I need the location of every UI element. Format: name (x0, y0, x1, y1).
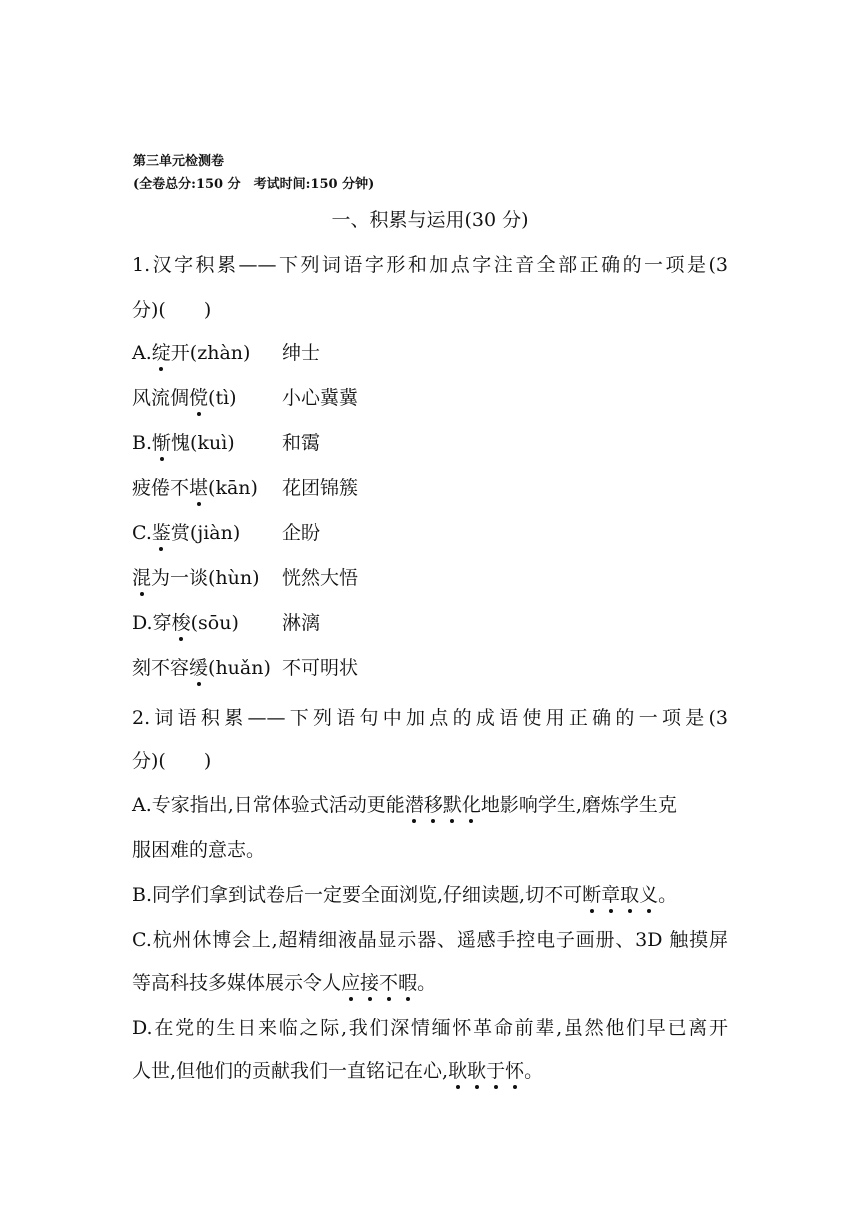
q1-option-row (132, 653, 358, 680)
option-b-word: 花团锦簇 (282, 477, 359, 499)
dotted-char: 默 (443, 790, 462, 817)
option-a-word: B.惭愧(kuì) (132, 428, 282, 455)
dotted-char: 耿 (467, 1056, 486, 1083)
q1-option-row (132, 338, 320, 365)
dotted-char: 怀 (505, 1056, 524, 1083)
q1-option-row (132, 428, 320, 455)
dotted-char: 傥 (189, 383, 208, 410)
exam-title: 第三单元检测卷 (133, 154, 225, 169)
dotted-char: 鉴 (152, 518, 171, 545)
option-b-word: 企盼 (282, 522, 321, 544)
q1-option-row (132, 563, 358, 590)
dotted-char: 暇 (398, 968, 417, 995)
q1-stem-line2: 分)( ) (132, 299, 212, 321)
q2-option-b: B.同学们拿到试卷后一定要全面浏览,仔细读题,切不可断章取义。 (132, 880, 677, 907)
dotted-char: 于 (486, 1056, 505, 1083)
dotted-char: 缓 (189, 653, 208, 680)
option-a-word: A.绽开(zhàn) (132, 338, 282, 365)
q2-option-d-line2: 人世,但他们的贡献我们一直铭记在心,耿耿于怀。 (132, 1056, 543, 1083)
dotted-char: 潜 (405, 790, 424, 817)
dotted-char: 取 (620, 880, 639, 907)
dotted-char: 混 (132, 563, 151, 590)
q1-option-row (132, 473, 358, 500)
q2-option-d-line1: D.在党的生日来临之际,我们深情缅怀革命前辈,虽然他们早已离开 (132, 1017, 728, 1039)
dotted-char: 梭 (172, 608, 191, 635)
dotted-char: 惭 (152, 428, 171, 455)
dotted-char: 不 (379, 968, 398, 995)
option-b-word: 淋漓 (282, 612, 321, 634)
exam-meta: (全卷总分:150 分 考试时间:150 分钟) (133, 177, 375, 192)
q2-option-c-line1: C.杭州休博会上,超精细液晶显示器、遥感手控电子画册、3D 触摸屏 (132, 929, 728, 951)
dotted-char: 章 (601, 880, 620, 907)
dotted-char: 移 (424, 790, 443, 817)
q2-option-c-line2: 等高科技多媒体展示令人应接不暇。 (132, 968, 436, 995)
dotted-char: 耿 (448, 1056, 467, 1083)
option-a-word: D.穿梭(sōu) (132, 608, 282, 635)
option-a-word: 风流倜傥(tì) (132, 383, 282, 410)
option-a-word: 刻不容缓(huǎn) (132, 653, 282, 680)
option-b-word: 不可明状 (282, 657, 359, 679)
q1-option-row (132, 383, 358, 410)
q1-option-row (132, 518, 320, 545)
section-title: 一、积累与运用(30 分) (331, 209, 529, 231)
dotted-char: 应 (341, 968, 360, 995)
dotted-char: 化 (462, 790, 481, 817)
dotted-char: 堪 (189, 473, 208, 500)
q2-option-a-line1: A.专家指出,日常体验式活动更能潜移默化地影响学生,磨炼学生克 (132, 790, 677, 817)
q1-option-row (132, 608, 320, 635)
q2-stem-line2: 分)( ) (132, 750, 212, 772)
option-a-word: 混为一谈(hùn) (132, 563, 282, 590)
option-b-word: 小心冀冀 (282, 387, 359, 409)
dotted-char: 绽 (152, 338, 171, 365)
dotted-char: 义 (639, 880, 658, 907)
option-b-word: 绅士 (282, 342, 321, 364)
option-a-word: C.鉴赏(jiàn) (132, 518, 282, 545)
dotted-char: 接 (360, 968, 379, 995)
q1-stem-line1: 1.汉字积累——下列词语字形和加点字注音全部正确的一项是(3 (132, 254, 728, 276)
option-b-word: 和霭 (282, 432, 321, 454)
option-a-word: 疲倦不堪(kān) (132, 473, 282, 500)
option-b-word: 恍然大悟 (282, 567, 359, 589)
q2-option-a-line2: 服困难的意志。 (132, 839, 266, 861)
q2-stem-line1: 2.词语积累——下列语句中加点的成语使用正确的一项是(3 (132, 707, 728, 729)
dotted-char: 断 (582, 880, 601, 907)
